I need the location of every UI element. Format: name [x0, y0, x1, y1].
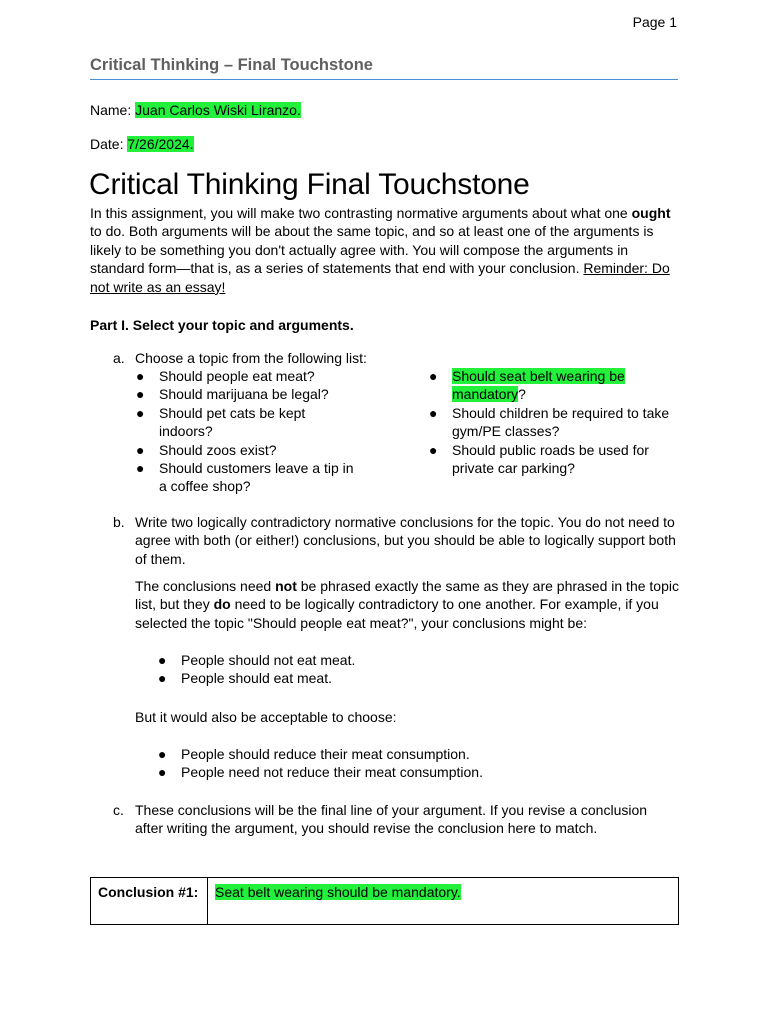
bullet-icon: ●: [136, 441, 145, 458]
topic-item: [136, 404, 356, 441]
selected-topic-suffix: ?: [518, 386, 526, 403]
name-value: Juan Carlos Wiski Liranzo.: [135, 102, 301, 118]
intro-paragraph: [90, 204, 680, 296]
topic-text: Should marijuana be legal?: [159, 386, 329, 403]
intro-reminder: Reminder: Do not write as an essay!: [90, 260, 670, 295]
step-b-text-3: need to be logically contradictory to one another. For example, if you selected the topic "Should people eat meat?", your conclusions might be:: [135, 596, 659, 631]
bullet-icon: ●: [136, 368, 145, 384]
header-title: Critical Thinking – Final Touchstone: [90, 56, 373, 74]
topic-item: [429, 404, 679, 441]
example-text: People should not eat meat.: [181, 652, 356, 668]
bullet-icon: ●: [429, 368, 438, 384]
topic-list-left: [136, 367, 356, 496]
example-text: People need not reduce their meat consumption.: [181, 764, 483, 781]
step-b-text: Write two logically contradictory normative conclusions for the topic. You do not need to agree with both (or either!) conclusions, but you should be able to logically support both of them.: [135, 514, 676, 567]
step-a-letter: a.: [113, 350, 125, 366]
conclusion-cell[interactable]: [208, 878, 461, 924]
topic-text: Should children be required to take gym/PE classes?: [452, 404, 670, 440]
bullet-icon: ●: [429, 441, 438, 458]
step-c: [113, 801, 678, 838]
date-value: 7/26/2024.: [127, 136, 194, 152]
example-item: [158, 763, 483, 781]
topic-item: [136, 459, 356, 496]
example-text: People should eat meat.: [181, 670, 332, 687]
step-b-letter: b.: [113, 514, 125, 530]
topic-item: [429, 441, 679, 478]
step-a-text: Choose a topic from the following list:: [135, 350, 367, 366]
topic-text: Should customers leave a tip in a coffee shop?: [159, 460, 354, 495]
step-b-text-2: be phrased exactly the same as they are phrased in the topic list, but they: [135, 578, 679, 613]
step-b-do: do: [213, 596, 231, 613]
conclusion-label: Conclusion #1:: [91, 878, 208, 924]
topic-text: Should public roads be used for private car parking?: [452, 441, 649, 477]
bullet-icon: ●: [136, 404, 145, 421]
part-1-heading: Part I. Select your topic and arguments.: [90, 317, 354, 333]
step-c-text: These conclusions will be the final line of your argument. If you revise a conclusion after writing the argument, you should revise the conclusion here to match.: [135, 802, 648, 837]
example-item: [158, 745, 483, 763]
bullet-icon: ●: [158, 746, 167, 762]
topic-list-right: [429, 367, 679, 477]
bullet-icon: ●: [136, 460, 145, 477]
bullet-icon: ●: [136, 386, 145, 403]
topic-text: Should zoos exist?: [159, 441, 277, 458]
topic-text: Should people eat meat?: [159, 368, 315, 384]
step-a: [113, 349, 678, 367]
intro-ought: ought: [631, 205, 671, 221]
name-label: Name:: [90, 102, 132, 118]
example-list-1: [158, 651, 355, 688]
topic-item-selected: [429, 367, 679, 404]
bullet-icon: ●: [158, 764, 167, 781]
conclusion-table: [90, 877, 679, 925]
step-b-text-1: The conclusions need: [135, 578, 272, 594]
page-number: Page 1: [632, 14, 677, 30]
step-b-also: But it would also be acceptable to choose:: [135, 709, 397, 725]
example-text: People should reduce their meat consumption.: [181, 746, 470, 762]
topic-item: [136, 385, 356, 403]
step-b-paragraph-2: [135, 577, 680, 632]
main-title: Critical Thinking Final Touchstone: [89, 168, 530, 201]
selected-topic-text: Should seat belt wearing be mandatory: [452, 368, 625, 403]
document-header: [90, 56, 678, 80]
conclusion-value: Seat belt wearing should be mandatory.: [215, 884, 461, 900]
date-field: [90, 136, 194, 152]
bullet-icon: ●: [429, 404, 438, 421]
example-list-2: [158, 745, 483, 782]
name-field: [90, 102, 301, 118]
topic-item: [136, 441, 356, 459]
intro-text-2: to do. Both arguments will be about the same topic, and so at least one of the arguments is likely to be something you don't actually agree with. You will compose the arguments in standard form—that is, as a series of statements that end with your conclusion.: [90, 223, 654, 277]
bullet-icon: ●: [158, 670, 167, 687]
step-b: [113, 513, 678, 568]
step-c-letter: c.: [113, 802, 124, 818]
intro-text-1: In this assignment, you will make two contrasting normative arguments about what one: [90, 205, 628, 221]
topic-text: Should pet cats be kept indoors?: [159, 404, 306, 440]
date-label: Date:: [90, 136, 124, 152]
example-item: [158, 669, 355, 687]
example-item: [158, 651, 355, 669]
step-b-not: not: [275, 578, 297, 594]
topic-item: [136, 367, 356, 385]
bullet-icon: ●: [158, 652, 167, 668]
